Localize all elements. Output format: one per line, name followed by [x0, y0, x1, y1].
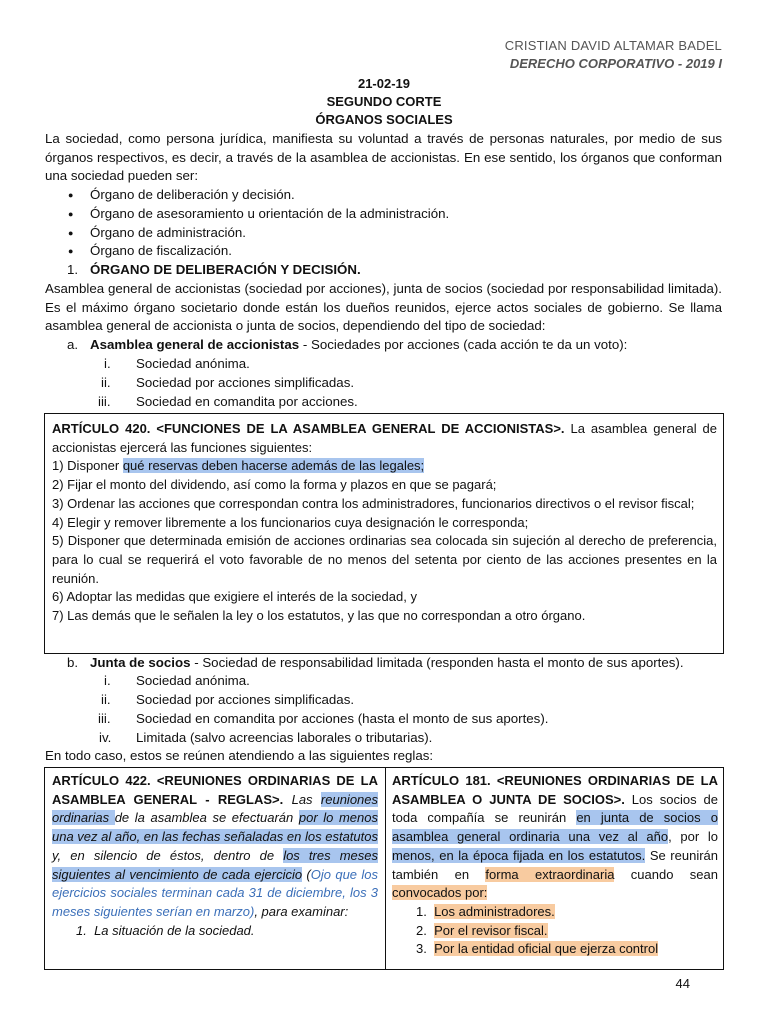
- student-note: Ojo que los ejercicios sociales terminan cada 31 de diciembre, los 3 meses siguientes serían en marzo): [52, 866, 378, 919]
- article-181-text: ARTÍCULO 181. <REUNIONES ORDINARIAS DE LA ASAMBLEA O JUNTA DE SOCIOS>. Los socios de toda compañía se reunirán en junta de socios o asamblea general ordinaria una vez al año, por lo menos, en la época fijada en los estatutos. Se reunirán también en forma extraordinaria cuando sean convocados por: 1. Los administradores. 2. Por el revisor fiscal. 3. Por la entidad oficial que ejerza control: [392, 772, 718, 959]
- rules-intro: En todo caso, estos se reúnen atendiendo a las siguientes reglas:: [45, 748, 434, 763]
- header-course: DERECHO CORPORATIVO - 2019 I: [509, 56, 722, 71]
- highlighted-text: en junta de socios o asamblea general ordinaria una vez al año: [392, 810, 718, 845]
- column-divider: [385, 768, 386, 969]
- bullet-icon: ●: [68, 228, 74, 238]
- roman-numeral: i.: [104, 673, 111, 688]
- article-420-item: 7) Las demás que le señalen la ley o los estatutos, y las que no correspondan a otro órgano.: [52, 608, 586, 624]
- page-number: 44: [675, 976, 690, 991]
- article-420-intro: La asamblea general de accionistas ejercerá las funciones siguientes:: [52, 421, 717, 455]
- list-number: 1.: [76, 922, 87, 938]
- roman-numeral: iii.: [98, 711, 111, 726]
- item-a-title: Asamblea general de accionistas: [90, 337, 300, 352]
- list-item: Órgano de asesoramiento u orientación de la administración.: [90, 206, 450, 221]
- deliberation-paragraph: Asamblea general de accionistas (sociedad por acciones), junta de socios (sociedad por responsabilidad limitada). Es el máximo órgano societario donde están los dueños reunidos, ejerce actos sociales de gobierno. Se llama asamblea general de accionista o junta de socios, dependiendo del tipo de sociedad:: [45, 281, 722, 334]
- bullet-icon: ●: [68, 246, 74, 256]
- list-item: 3. Por la entidad oficial que ejerza control: [416, 941, 659, 957]
- bullet-icon: ●: [68, 209, 74, 219]
- list-item: 1. Los administradores.: [416, 903, 555, 919]
- list-item: 2. Por el revisor fiscal.: [416, 922, 548, 938]
- list-item: La situación de la sociedad.: [94, 922, 255, 938]
- list-number: 2.: [416, 922, 427, 938]
- roman-numeral: ii.: [101, 375, 111, 390]
- article-420-box: [44, 413, 724, 654]
- item-letter: a.: [67, 337, 79, 352]
- article-181-title: ARTÍCULO 181. <REUNIONES ORDINARIAS DE LA ASAMBLEA O JUNTA DE SOCIOS>.: [392, 773, 718, 807]
- highlighted-text: menos, en la época fijada en los estatutos.: [392, 847, 646, 863]
- article-420-title: ARTÍCULO 420. <FUNCIONES DE LA ASAMBLEA GENERAL DE ACCIONISTAS>.: [52, 421, 565, 436]
- highlighted-text: por lo menos una vez al año, en las fechas señaladas en los estatutos: [52, 810, 379, 845]
- highlighted-text: qué reservas deben hacerse además de las legales;: [122, 458, 425, 474]
- list-item: Sociedad en comandita por acciones.: [136, 394, 358, 409]
- heading-number: 1.: [67, 262, 79, 277]
- item-a-text: - Sociedades por acciones (cada acción te da un voto):: [299, 337, 628, 352]
- highlighted-text: los tres meses siguientes al vencimiento de cada ejercicio: [52, 847, 378, 882]
- article-422-text: ARTÍCULO 422. <REUNIONES ORDINARIAS DE LA ASAMBLEA GENERAL - REGLAS>. Las reuniones ordinarias de la asamblea se efectuarán por lo menos una vez al año, en las fechas señaladas en los estatutos y, en silencio de éstos, dentro de los tres meses siguientes al vencimiento de cada ejercicio (Ojo que los ejercicios sociales terminan cada 31 de diciembre, los 3 meses siguientes serían en marzo), para examinar: 1. La situación de la sociedad.: [52, 772, 378, 940]
- article-420-item: 2) Fijar el monto del dividendo, así como la forma y plazos en que se pagará;: [52, 477, 497, 493]
- list-item: Órgano de fiscalización.: [90, 243, 232, 258]
- item-b-text: - Sociedad de responsabilidad limitada (responden hasta el monto de sus aportes).: [190, 655, 684, 670]
- roman-numeral: iii.: [98, 394, 111, 409]
- list-item: Sociedad por acciones simplificadas.: [136, 692, 355, 707]
- roman-numeral: ii.: [101, 692, 111, 707]
- roman-numeral: iv.: [99, 730, 112, 745]
- title-topic: ÓRGANOS SOCIALES: [315, 112, 453, 127]
- list-item: Sociedad por acciones simplificadas.: [136, 375, 355, 390]
- article-420-item: 3) Ordenar las acciones que correspondan contra los administradores, funcionarios directivos o el revisor fiscal;: [52, 495, 695, 511]
- title-section: SEGUNDO CORTE: [326, 94, 442, 109]
- title-date: 21-02-19: [357, 76, 411, 91]
- article-420-item: 4) Elegir y remover libremente a los funcionarios cuya designación le corresponda;: [52, 514, 529, 530]
- list-item: Órgano de administración.: [90, 225, 246, 240]
- header-author: CRISTIAN DAVID ALTAMAR BADEL: [504, 38, 722, 53]
- list-item: Sociedad anónima.: [136, 356, 250, 371]
- intro-paragraph: La sociedad, como persona jurídica, manifiesta su voluntad a través de personas naturales, por medio de sus órganos respectivos, es decir, a través de la asamblea de accionistas. En ese sentido, los órganos que conforman una sociedad pueden ser:: [45, 131, 722, 184]
- section-heading: ÓRGANO DE DELIBERACIÓN Y DECISIÓN.: [90, 262, 361, 277]
- list-item: Limitada (salvo acreencias laborales o tributarias).: [136, 730, 433, 745]
- list-number: 1.: [416, 903, 427, 919]
- bullet-icon: ●: [68, 190, 74, 200]
- list-item: Sociedad en comandita por acciones (hasta el monto de sus aportes).: [136, 711, 549, 726]
- article-420-text: [52, 420, 717, 626]
- list-item: Sociedad anónima.: [136, 673, 250, 688]
- highlighted-text: reuniones ordinarias: [52, 791, 379, 826]
- item-a: [90, 336, 627, 355]
- article-420-item: 6) Adoptar las medidas que exigiere el interés de la sociedad, y: [52, 589, 417, 605]
- highlighted-text: convocados por:: [392, 885, 488, 901]
- item-b: [90, 654, 684, 673]
- article-422-title: ARTÍCULO 422. <REUNIONES ORDINARIAS DE LA ASAMBLEA GENERAL - REGLAS>.: [52, 773, 378, 807]
- item-b-title: Junta de socios: [90, 655, 191, 670]
- highlighted-text: forma extraordinaria: [485, 866, 615, 882]
- list-item: Órgano de deliberación y decisión.: [90, 187, 295, 202]
- item-letter: b.: [67, 655, 79, 670]
- article-422-list: [52, 922, 378, 941]
- article-420-item: 5) Disponer que determinada emisión de acciones ordinarias sea colocada sin sujeción al derecho de preferencia, para lo cual se requerirá el voto favorable de no menos del setenta por ciento de las acciones presentes en la reunión.: [52, 533, 717, 586]
- roman-numeral: i.: [104, 356, 111, 371]
- article-420-item: 1) Disponer: [52, 458, 123, 474]
- articles-table: [44, 767, 724, 970]
- article-181-list: [392, 903, 718, 959]
- list-number: 3.: [416, 941, 427, 957]
